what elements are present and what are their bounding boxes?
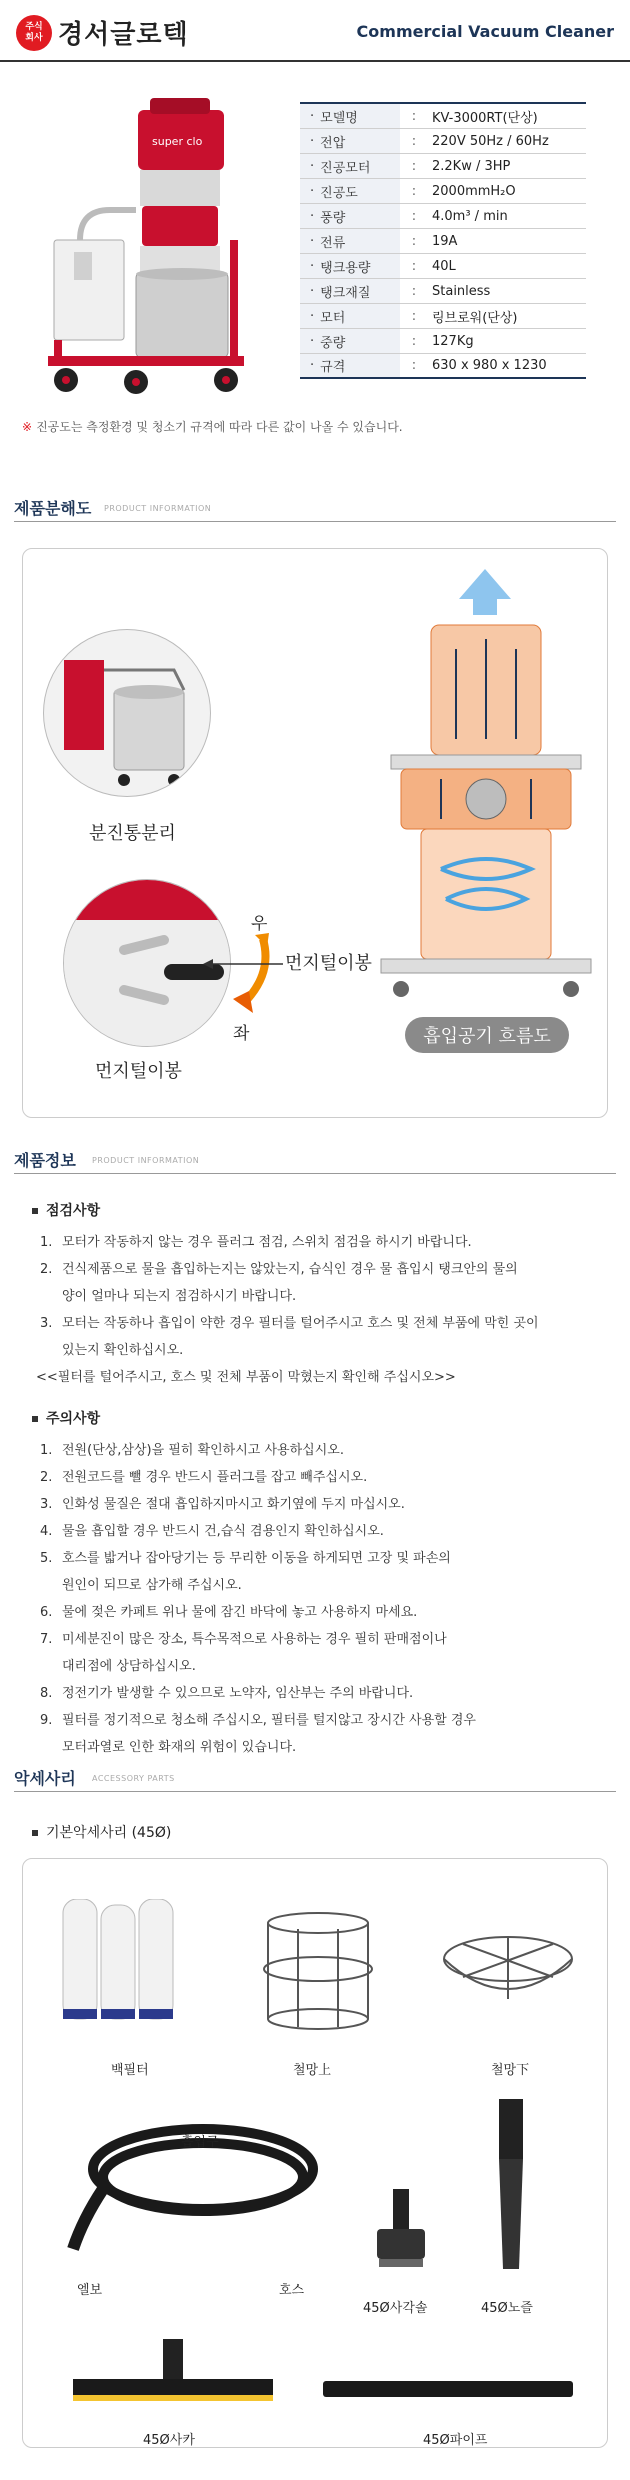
spec-row: [300, 179, 586, 204]
list-item: [40, 1232, 600, 1254]
spec-row: [300, 129, 586, 154]
item-number: 5.: [40, 1551, 53, 1566]
company-logo: [16, 14, 189, 51]
spec-colon: :: [411, 208, 417, 224]
spec-colon: :: [411, 358, 417, 373]
square-brush-image: [363, 2189, 443, 2279]
item-number: 6.: [40, 1605, 53, 1620]
list-item: [40, 1521, 600, 1543]
item-text: 인화성 물질은 절대 흡입하지마시고 화기옆에 두지 마십시오.: [62, 1497, 405, 1512]
label-mesh-bottom: 철망下: [491, 2063, 530, 2078]
list-item-continued: 대리점에 상담하십시오.: [62, 1659, 196, 1674]
section-title: 제품분해도: [14, 499, 92, 518]
pipe-image: [323, 2369, 583, 2409]
logo-badge: 주식 회사: [16, 15, 52, 51]
spec-key: · 탱크용량: [300, 254, 400, 278]
spec-colon: :: [411, 108, 417, 124]
rotate-arrows-icon: [203, 929, 293, 1019]
spec-value: KV-3000RT(단상): [432, 110, 538, 126]
item-text: 모터는 작동하나 흡입이 약한 경우 필터를 털어주시고 호스 및 전체 부품에 막힌 곳이: [62, 1316, 539, 1331]
arrow-left-icon: [203, 959, 283, 969]
page-header: [0, 0, 630, 62]
list-item-continued: 양이 얼마나 되는지 점검하시기 바랍니다.: [62, 1289, 297, 1304]
list-item: [40, 1440, 600, 1462]
label-separation: 분진통분리: [89, 823, 176, 844]
spec-colon: :: [411, 133, 417, 149]
spec-colon: :: [411, 183, 417, 199]
label-squeegee: 45Ø사카: [143, 2433, 195, 2448]
note-mark: ※: [22, 420, 33, 434]
item-number: 4.: [40, 1524, 53, 1539]
item-number: 2.: [40, 1470, 53, 1485]
spec-key: · 규격: [300, 354, 400, 377]
item-text: 전원코드를 뺄 경우 반드시 플러그를 잡고 빼주십시오.: [62, 1470, 368, 1485]
vacuum-cleaner-image: [40, 90, 270, 410]
label-pipe: 45Ø파이프: [423, 2433, 488, 2448]
label-mesh-top: 철망上: [293, 2063, 332, 2078]
crevice-nozzle-image: [481, 2099, 541, 2279]
spec-key: · 전압: [300, 129, 400, 153]
item-number: 3.: [40, 1497, 53, 1512]
spec-value: 4.0m³ / min: [432, 208, 508, 224]
label-bag-filter: 백필터: [111, 2063, 149, 2078]
spec-value: Stainless: [432, 283, 491, 299]
item-number: 9.: [40, 1713, 53, 1728]
spec-row: [300, 329, 586, 354]
spec-row: [300, 279, 586, 304]
spec-row: [300, 229, 586, 254]
spec-key: · 진공모터: [300, 154, 400, 178]
caution-heading: 주의사항: [32, 1408, 100, 1428]
spec-key: · 모터: [300, 304, 400, 328]
spec-key: · 모델명: [300, 104, 400, 128]
mesh-top-image: [248, 1909, 388, 2039]
label-bar-side: 먼지털이봉: [285, 953, 372, 974]
spec-colon: :: [411, 308, 417, 324]
accessories-heading: 기본악세사리 (45Ø): [32, 1822, 171, 1842]
spec-colon: :: [411, 333, 417, 349]
brand-text: super clo: [152, 135, 203, 148]
list-item: [40, 1494, 600, 1516]
tank-separation-photo: [43, 629, 211, 797]
spec-value: 630 x 980 x 1230: [432, 358, 547, 373]
list-item: [40, 1710, 600, 1732]
list-item: [40, 1602, 600, 1624]
list-item: [40, 1467, 600, 1489]
spec-value: 220V 50Hz / 60Hz: [432, 133, 549, 149]
section-subtitle: ACCESSORY PARTS: [92, 1774, 175, 1783]
spec-row: [300, 254, 586, 279]
label-square-brush: 45Ø사각솔: [363, 2301, 428, 2316]
list-item: [40, 1259, 600, 1281]
note-text: 진공도는 측정환경 및 청소기 규격에 따라 다른 값이 나올 수 있습니다.: [36, 420, 403, 434]
label-inlet: 흡입구: [181, 2135, 219, 2150]
squeegee-image: [63, 2339, 283, 2419]
label-nozzle: 45Ø노즐: [481, 2301, 533, 2316]
mesh-bottom-image: [433, 1929, 583, 2039]
inspection-heading: 점검사항: [32, 1200, 100, 1220]
item-text: 필터를 정기적으로 청소해 주십시오, 필터를 털지않고 장시간 사용할 경우: [62, 1713, 476, 1728]
spec-note: [22, 418, 403, 435]
spec-colon: :: [411, 158, 417, 174]
spec-colon: :: [411, 233, 417, 249]
inspection-tip: <<필터를 털어주시고, 호스 및 전체 부품이 막혔는지 확인해 주십시오>>: [36, 1370, 456, 1385]
spec-row: [300, 154, 586, 179]
item-text: 전원(단상,삼상)을 필히 확인하시고 사용하십시오.: [62, 1443, 344, 1458]
list-item-continued: 있는지 확인하십시오.: [62, 1343, 184, 1358]
label-bar-bottom: 먼지털이봉: [95, 1061, 182, 1082]
page-title: Commercial Vacuum Cleaner: [356, 22, 614, 41]
spec-row: [300, 354, 586, 379]
section-title: 제품정보: [14, 1151, 76, 1170]
item-text: 건식제품으로 물을 흡입하는지는 않았는지, 습식인 경우 물 흡입시 탱크안의 물의: [62, 1262, 518, 1277]
bag-filter-image: [53, 1899, 203, 2029]
item-text: 호스를 밟거나 잡아당기는 등 무리한 이동을 하게되면 고장 및 파손의: [62, 1551, 451, 1566]
spec-row: [300, 304, 586, 329]
spec-key: · 중량: [300, 329, 400, 353]
item-number: 1.: [40, 1235, 53, 1250]
spec-value: 19A: [432, 233, 458, 249]
section-title: 악세사리: [14, 1769, 76, 1788]
item-text: 물을 흡입할 경우 반드시 건,습식 겸용인지 확인하십시오.: [62, 1524, 384, 1539]
airflow-cutaway-diagram: [371, 569, 599, 1019]
label-hose: 호스: [279, 2283, 305, 2298]
accessories-panel: [22, 1858, 608, 2448]
item-number: 7.: [40, 1632, 53, 1647]
section-header-accessories: [14, 1766, 616, 1792]
company-name: 경서글로텍: [58, 20, 189, 50]
list-item: [40, 1629, 600, 1651]
item-number: 1.: [40, 1443, 53, 1458]
label-right: 우: [251, 914, 268, 934]
label-left: 좌: [233, 1024, 250, 1044]
list-item-continued: 모터과열로 인한 화재의 위험이 있습니다.: [62, 1740, 297, 1755]
list-item: [40, 1548, 600, 1570]
spec-key: · 전류: [300, 229, 400, 253]
item-number: 8.: [40, 1686, 53, 1701]
exploded-diagram: [22, 548, 608, 1118]
section-subtitle: PRODUCT INFORMATION: [92, 1156, 200, 1165]
item-text: 물에 젖은 카페트 위나 물에 잠긴 바닥에 놓고 사용하지 마세요.: [62, 1605, 418, 1620]
spec-value: 127Kg: [432, 333, 474, 349]
spec-value: 40L: [432, 258, 456, 274]
spec-colon: :: [411, 283, 417, 299]
hose-image: [53, 2099, 333, 2269]
item-text: 정전기가 발생할 수 있으므로 노약자, 임산부는 주의 바랍니다.: [62, 1686, 414, 1701]
spec-row: [300, 104, 586, 129]
spec-row: [300, 204, 586, 229]
section-header-diagram: [14, 496, 616, 522]
item-number: 2.: [40, 1262, 53, 1277]
spec-value: 링브로워(단상): [432, 310, 518, 326]
spec-colon: :: [411, 258, 417, 274]
list-item: [40, 1313, 600, 1335]
item-number: 3.: [40, 1316, 53, 1331]
section-header-info: [14, 1148, 616, 1174]
section-subtitle: PRODUCT INFORMATION: [104, 504, 212, 513]
spec-value: 2.2Kw / 3HP: [432, 158, 511, 174]
list-item-continued: 원인이 되므로 삼가해 주십시오.: [62, 1578, 242, 1593]
label-elbow: 엘보: [77, 2283, 103, 2298]
label-airflow: 흡입공기 흐름도: [405, 1017, 569, 1053]
item-text: 미세분진이 많은 장소, 특수목적으로 사용하는 경우 필히 판매점이나: [62, 1632, 447, 1647]
spec-key: · 풍량: [300, 204, 400, 228]
spec-table: [300, 102, 586, 379]
spec-key: · 탱크재질: [300, 279, 400, 303]
spec-key: · 진공도: [300, 179, 400, 203]
item-text: 모터가 작동하지 않는 경우 플러그 점검, 스위치 점검을 하시기 바랍니다.: [62, 1235, 472, 1250]
spec-value: 2000mmH₂O: [432, 183, 516, 199]
list-item: [40, 1683, 600, 1705]
